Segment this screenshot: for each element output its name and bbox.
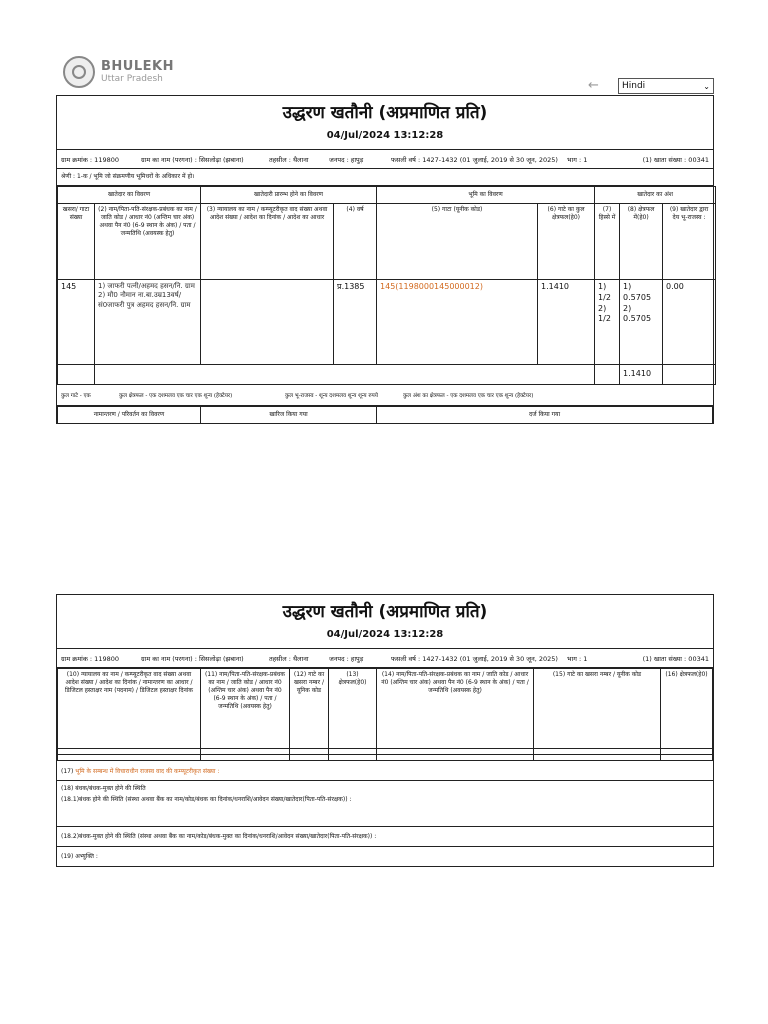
village-name: ग्राम का नाम (परगना) : सिसलोढ़ा (झबाना): [141, 155, 244, 164]
mutation-header: नामान्तरण / परिवर्तन का विवरण: [58, 407, 201, 423]
owner-1: 1) जाफरी पत्नी/अहमद हसन/नि. ग्राम: [98, 282, 195, 290]
group-land: भूमि का विवरण: [377, 187, 595, 204]
revenue-value: 0.00: [663, 280, 716, 365]
header-15: (15) गाटे का खसरा नम्बर / यूनीक कोड: [534, 669, 661, 749]
bhulekh-logo: [63, 56, 174, 88]
header-16: (16) क्षेत्रफल(हे0): [661, 669, 713, 749]
group-share: खातेदार का अंश: [595, 187, 716, 204]
line-17: [57, 761, 713, 781]
totals-line: [57, 385, 713, 406]
header-total-area: (6) गाटे का कुल क्षेत्रफल(हे0): [538, 204, 595, 280]
tehsil: तहसील : थैलाना: [269, 155, 309, 164]
emblem-icon: [63, 56, 95, 88]
header-year: (4) वर्ष: [334, 204, 377, 280]
line-18: (18) बंधक/बंधक-मुक्त होने की स्थिति: [61, 785, 146, 792]
line-18-2: (18.2)बंधक-मुक्त होने की स्थिति (संस्था अथवा बैंक का नाम/कोड/बंधक-मुक्त का दिनांक/धनराशि/आवेदन संख्या/खातेदार(पिता-पति-संरक्षक)) :: [57, 827, 713, 847]
meta-row: [57, 150, 713, 169]
line-18-block: [57, 781, 713, 827]
language-selected: Hindi: [622, 81, 646, 91]
mutation-table: [57, 406, 713, 423]
share-2: 2) 1/2: [598, 303, 611, 324]
total-row: [58, 365, 716, 385]
khatauni-table: [57, 186, 716, 385]
year-value: प्र.1385: [334, 280, 377, 365]
village-name-2: ग्राम का नाम (परगना) : सिसलोढ़ा (झबाना): [141, 654, 244, 663]
village-code: ग्राम क्रमांक : 119800: [61, 155, 119, 164]
tehsil-2: तहसील : थैलाना: [269, 654, 309, 663]
khasra-value: 145: [58, 280, 95, 365]
total-gata: कुल गाटे - एक: [61, 393, 91, 399]
bhag-2: भाग : 1: [567, 654, 588, 663]
brand-subtitle: Uttar Pradesh: [101, 74, 163, 84]
line-19: (19) अभ्युक्ति :: [61, 853, 98, 860]
total-area-value: 1.1410: [538, 280, 595, 365]
document-datetime-2: 04/Jul/2024 13:12:28: [326, 629, 444, 640]
header-revenue: (9) खातेदार द्वारा देय भू-राजस्व :: [663, 204, 716, 280]
owner-2: 2) मौ0 नौमान ना.बा.उम्र13वर्ष/ सं0जाफरी पुत्र अहमद हसन/नि. ग्राम: [98, 291, 191, 309]
header-13: (13) क्षेत्रफल(हे0): [329, 669, 377, 749]
header-share: (7) हिस्से में: [595, 204, 620, 280]
share-1: 1) 1/2: [598, 282, 611, 302]
header-area: (8) क्षेत्रफल में(हे0): [620, 204, 663, 280]
bhag: भाग : 1: [567, 155, 588, 164]
back-arrow-icon[interactable]: ←: [588, 78, 599, 93]
khatauni-sheet-1: [56, 95, 714, 424]
header-14: (14) नाम/पिता-पति-संरक्षक-प्रबंधक का नाम / जाति कोड / आधार नं0 (अन्तिम चार अंक) अथवा पैन नं0 (6-9 स्थान के अंक) / पता / जन्मतिथि (अवयस्क हेतु): [377, 669, 534, 749]
area-2: 2) 0.5705: [623, 303, 652, 324]
language-select[interactable]: [618, 78, 714, 94]
khatauni-sheet-2: [56, 594, 714, 867]
sheet-header-2: [57, 595, 713, 649]
line-17-text: भूमि के सम्बन्ध में विचाराधीन राजस्व वाद की कम्प्यूटरीकृत संख्या :: [75, 768, 220, 775]
document-datetime: 04/Jul/2024 13:12:28: [326, 130, 444, 141]
header-10: (10) न्यायालय का नाम / कम्प्यूटरीकृत वाद संख्या अथवा आदेश संख्या / आदेश का दिनांक / नामान्तरण का आधार / डिजिटल हस्ताक्षर नाम (पदनाम) / डिजिटल हस्ताक्षर दिनांक: [58, 669, 201, 749]
fasli-year: फसली वर्ष : 1427-1432 (01 जुलाई, 2019 से 30 जून, 2025): [391, 155, 558, 164]
header-11: (11) नाम/पिता-पति-संरक्षक-प्रबंधक का नाम / जाति कोड / आधार नं0 (अन्तिम चार अंक) अथवा पैन नं0 (6-9 स्थान के अंक) / पता / जन्मतिथि (अवयस्क हेतु): [201, 669, 290, 749]
header-gata: (5) गाटा (यूनीक कोड): [377, 204, 538, 280]
chevron-down-icon: ⌄: [703, 81, 710, 91]
added-header: दर्ज किया गया: [377, 407, 713, 423]
document-title-2: उद्धरण खतौनी (अप्रमाणित प्रति): [282, 602, 488, 622]
brand-title: BHULEKH: [101, 59, 174, 74]
document-title: उद्धरण खतौनी (अप्रमाणित प्रति): [282, 103, 488, 123]
khata-number: (1) खाता संख्या : 00341: [642, 155, 709, 164]
total-area: 1.1410: [620, 365, 663, 385]
area-1: 1) 0.5705: [623, 282, 652, 302]
district-2: जनपद : हापुड़: [329, 654, 364, 663]
group-owner: खातेदार का विवरण: [58, 187, 201, 204]
table-row: [58, 280, 716, 365]
header-khasra: खसरा/ गाटा संख्या: [58, 204, 95, 280]
court-value: [201, 280, 334, 365]
total-area-words: कुल क्षेत्रफल - एक दशमलव एक चार एक शून्य (हेक्टेयर): [119, 393, 233, 399]
khata-number-2: (1) खाता संख्या : 00341: [642, 654, 709, 663]
header-owner: (2) नाम/पिता-पति-संरक्षक-प्रबंधक का नाम / जाति कोड / आधार नं0 (अन्तिम चार अंक) अथवा पैन नं0 (6-9 स्थान के अंक) / पता / जन्मतिथि (अवयस्क हेतु): [95, 204, 201, 280]
removed-header: खारिज किया गया: [201, 407, 377, 423]
sheet-header: [57, 96, 713, 150]
total-revenue-words: कुल भू-राजस्व - शून्य दशमलव शून्य शून्य रुपये: [285, 393, 378, 399]
category-line: श्रेणी : 1-क / भूमि जो संक्रमणीय भूमिधरों के अधिकार में हो।: [57, 169, 713, 186]
gata-link[interactable]: 145(1198000145000012): [377, 280, 538, 365]
header-12: (12) गाटे का खसरा नम्बर / यूनिक कोड: [290, 669, 329, 749]
line-18-1: (18.1)बंधक होने की स्थिति (संस्था अथवा बैंक का नाम/कोड/बंधक का दिनांक/धनराशि/आवेदन संख्या/खातेदार(पिता-पति-संरक्षक)) :: [61, 795, 352, 803]
village-code-2: ग्राम क्रमांक : 119800: [61, 654, 119, 663]
group-khatedari: खातेदारी प्रारम्भ होने का विवरण: [201, 187, 377, 204]
district: जनपद : हापुड़: [329, 155, 364, 164]
fasli-year-2: फसली वर्ष : 1427-1432 (01 जुलाई, 2019 से 30 जून, 2025): [391, 654, 558, 663]
line-17-number: (17): [61, 768, 74, 775]
header-court: (3) न्यायालय का नाम / कम्प्यूटरीकृत वाद संख्या अथवा आदेश संख्या / आदेश का दिनांक / आदेश का आधार: [201, 204, 334, 280]
meta-row-2: [57, 649, 713, 668]
total-share-words: कुल अंश का क्षेत्रफल - एक दशमलव एक चार एक शून्य (हेक्टेयर): [403, 393, 534, 399]
mutation-detail-table: [57, 668, 713, 761]
